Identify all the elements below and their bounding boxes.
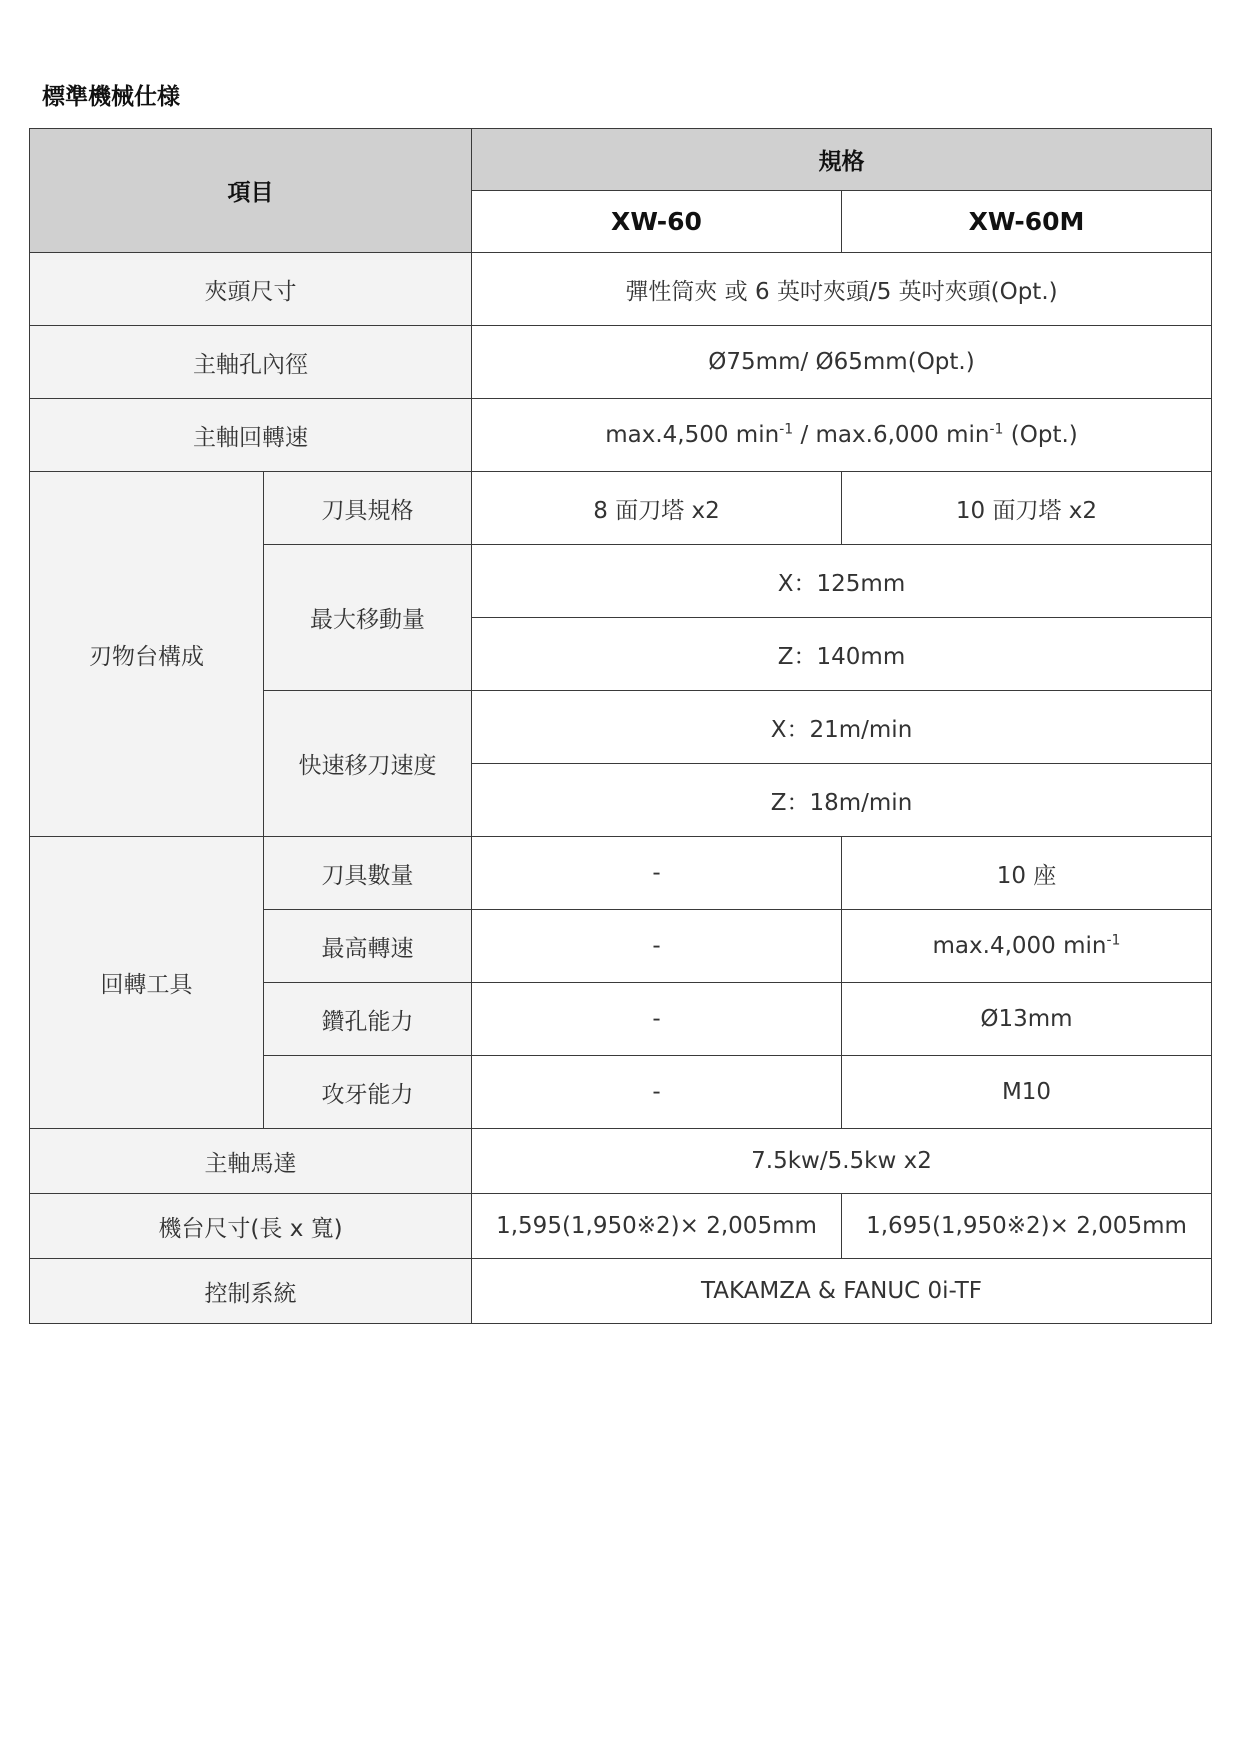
row-label-rapid: 快速移刀速度 [264,691,472,837]
row-value-live-max-speed-xw60m [842,910,1212,983]
row-label-spindle-speed: 主軸回轉速 [30,399,472,472]
row-value-chuck: 彈性筒夾 或 6 英吋夾頭/5 英吋夾頭(Opt.) [472,253,1212,326]
row-label-machine-size: 機台尺寸(長 x 寬) [30,1194,472,1259]
row-label-live-max-speed: 最高轉速 [264,910,472,983]
row-value-rapid-z: Z：18m/min [472,764,1212,837]
spindle-speed-std-exp: -1 [779,421,794,438]
row-value-bore: Ø75mm/ Ø65mm(Opt.) [472,326,1212,399]
row-value-tool-count-xw60: - [472,837,842,910]
page-title: 標準機械仕様 [42,84,180,110]
table-row [30,1129,1212,1194]
spindle-speed-opt-note: (Opt.) [1003,422,1078,448]
table-row [30,253,1212,326]
spindle-speed-std: max.4,500 min [605,422,780,448]
row-label-control: 控制系統 [30,1259,472,1324]
row-value-control: TAKAMZA & FANUC 0i-TF [472,1259,1212,1324]
row-label-motor: 主軸馬達 [30,1129,472,1194]
row-label-tool-spec: 刀具規格 [264,472,472,545]
group-label-turret: 刃物台構成 [30,472,264,837]
row-value-max-travel-z: Z：140mm [472,618,1212,691]
row-label-max-travel: 最大移動量 [264,545,472,691]
row-value-max-travel-x: X：125mm [472,545,1212,618]
spec-table [29,128,1212,1324]
table-row [30,326,1212,399]
table-row [30,1259,1212,1324]
row-value-live-max-speed-xw60: - [472,910,842,983]
row-value-machine-size-xw60m: 1,695(1,950※2)× 2,005mm [842,1194,1212,1259]
row-value-tool-spec-xw60: 8 面刀塔 x2 [472,472,842,545]
table-row [30,399,1212,472]
spindle-speed-opt-exp: -1 [989,421,1004,438]
row-value-drilling-xw60: - [472,983,842,1056]
live-max-speed-value: max.4,000 min [932,933,1107,959]
row-value-spindle-speed [472,399,1212,472]
spindle-speed-opt: max.6,000 min [815,422,990,448]
row-value-motor: 7.5kw/5.5kw x2 [472,1129,1212,1194]
row-label-bore: 主軸孔內徑 [30,326,472,399]
header-model-xw60: XW-60 [472,191,842,253]
row-value-rapid-x: X：21m/min [472,691,1212,764]
row-label-tool-count: 刀具數量 [264,837,472,910]
row-value-tool-spec-xw60m: 10 面刀塔 x2 [842,472,1212,545]
row-label-tapping: 攻牙能力 [264,1056,472,1129]
table-row [30,1194,1212,1259]
row-value-tapping-xw60: - [472,1056,842,1129]
row-label-chuck: 夾頭尺寸 [30,253,472,326]
header-spec: 規格 [472,129,1212,191]
row-label-drilling: 鑽孔能力 [264,983,472,1056]
row-value-machine-size-xw60: 1,595(1,950※2)× 2,005mm [472,1194,842,1259]
table-row [30,472,1212,545]
group-label-live-tool: 回轉工具 [30,837,264,1129]
row-value-drilling-xw60m: Ø13mm [842,983,1212,1056]
table-row [30,837,1212,910]
header-item: 項目 [30,129,472,253]
spindle-speed-sep: / [793,422,816,448]
header-model-xw60m: XW-60M [842,191,1212,253]
row-value-tool-count-xw60m: 10 座 [842,837,1212,910]
row-value-tapping-xw60m: M10 [842,1056,1212,1129]
live-max-speed-exp: -1 [1106,932,1121,949]
